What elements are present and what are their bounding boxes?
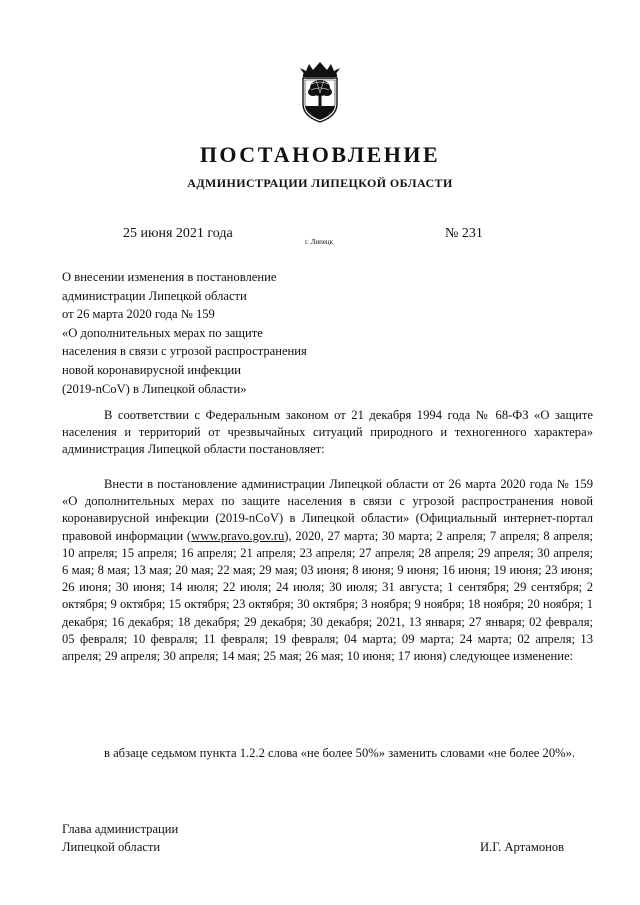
preamble-paragraph: В соответствии с Федеральным законом от 21 декабря 1994 года № 68-ФЗ «О защите населения и территорий от чрезвычайных ситуаций природного и техногенного характера» администрация Липецкой области постановляет: <box>62 408 593 457</box>
position-line: Липецкой области <box>62 840 161 854</box>
amendment-paragraph <box>62 476 593 665</box>
subject-line: новой коронавирусной инфекции <box>62 362 241 377</box>
lipetsk-oblast-coat-of-arms-icon <box>296 60 344 124</box>
document-city: г. Липецк <box>305 238 334 246</box>
issuer-name: АДМИНИСТРАЦИИ ЛИПЕЦКОЙ ОБЛАСТИ <box>187 176 453 190</box>
document-title: ПОСТАНОВЛЕНИЕ <box>199 142 441 167</box>
subject-line: О внесении изменения в постановление <box>62 270 277 284</box>
position-line: Глава администрации <box>62 822 179 836</box>
change-paragraph: в абзаце седьмом пункта 1.2.2 слова «не более 50%» заменить словами «не более 20%». <box>104 746 576 760</box>
subject-line: администрации Липецкой области <box>62 288 247 303</box>
signatory-name: И.Г. Артамонов <box>480 840 565 854</box>
amendment-intro: Внести в постановление администрации Липецкой области от 26 марта 2020 года № 159 «О дополнительных мерах по защите населения в связи с угрозой распространения новой коронавирусной инфекции (2019-nCoV) в Липецкой области» (Официальный интернет-портал правовой информации ( <box>62 477 593 543</box>
subject-line: населения в связи с угрозой распространения <box>62 344 307 359</box>
subject-line: (2019-nCoV) в Липецкой области» <box>62 381 247 396</box>
portal-link[interactable]: www.pravo.gov.ru <box>191 528 285 543</box>
document-date: 25 июня 2021 года <box>123 226 233 241</box>
document-number: № 231 <box>445 226 483 241</box>
subject-line: «О дополнительных мерах по защите <box>62 325 263 340</box>
signatory-position <box>62 820 178 856</box>
amendment-dates: ), 2020, 27 марта; 30 марта; 2 апреля; 7 апреля; 8 апреля; 10 апреля; 15 апреля; 16 апреля; 21 апреля; 23 апреля; 27 апреля; 28 апреля; 29 апреля; 30 апреля; 6 мая; 8 мая; 13 мая; 20 мая; 22 мая; 29 мая; 03 июня; 8 июня; 9 июня; 16 июня; 19 июня; 23 июня; 26 июня; 30 июня; 14 июля; 22 июля; 24 июля; 30 июля; 31 августа; 1 сентября; 29 сентября; 2 октября; 9 октября; 15 октября; 23 октября; 30 октября; 3 ноября; 9 ноября; 18 ноября; 20 ноября; 1 декабря; 16 декабря; 18 декабря; 29 декабря; 30 декабря; 2021, 13 января; 27 января; 02 февраля; 05 февраля; 10 февраля; 11 февраля; 19 февраля; 04 марта; 09 марта; 24 марта; 02 апреля; 13 апреля; 29 апреля; 30 апреля; 14 мая; 25 мая; 26 мая; 10 июня; 17 июня) следующее изменение: <box>62 528 594 664</box>
document-subject <box>62 268 392 398</box>
subject-line: от 26 марта 2020 года № 159 <box>62 307 215 322</box>
